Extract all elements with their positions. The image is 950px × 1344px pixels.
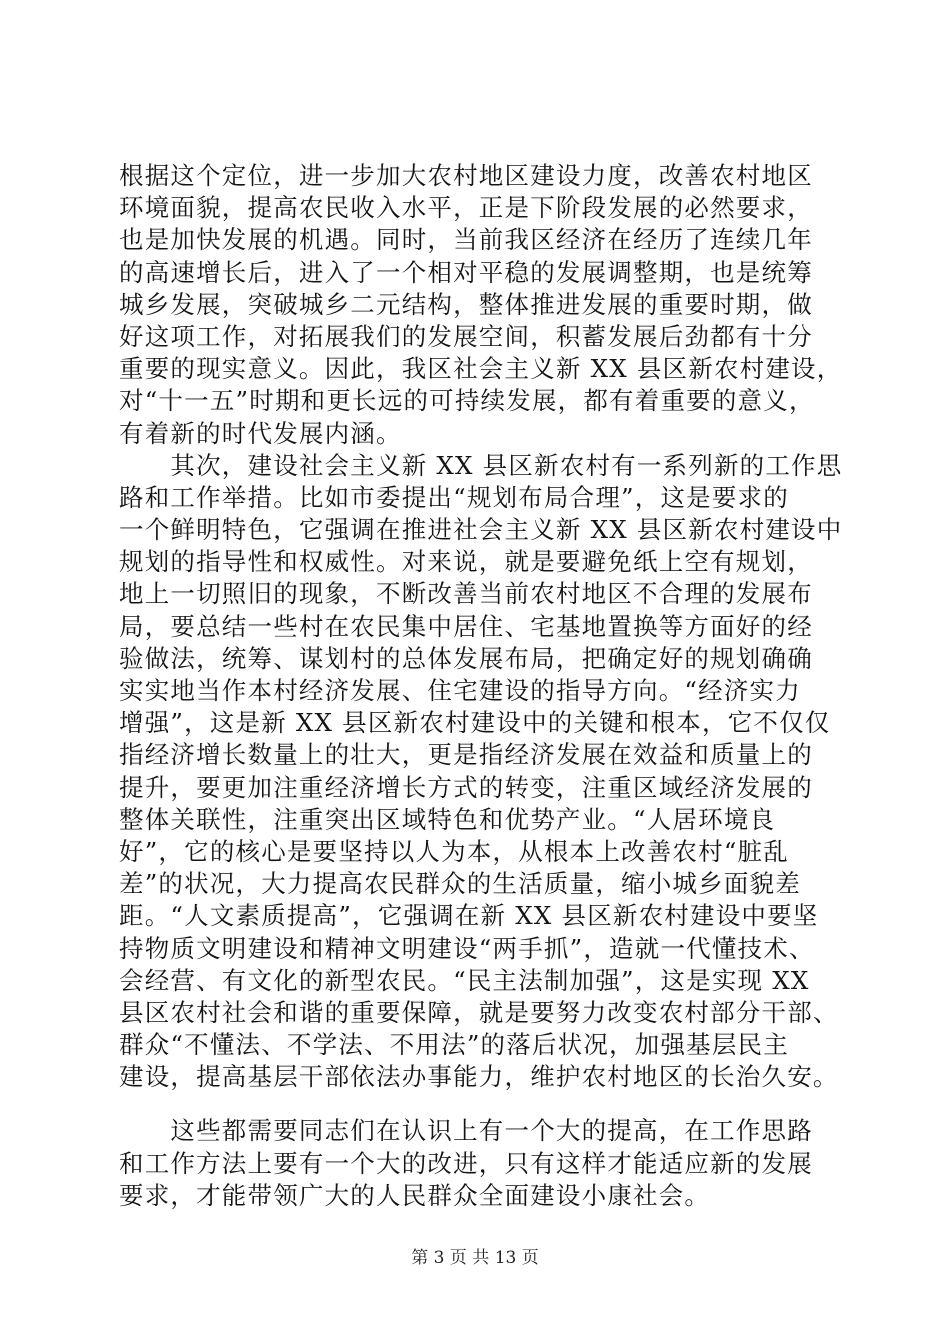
paragraph-2 [119,450,841,1094]
text-line: 城乡发展，突破城乡二元结构，整体推进发展的重要时期，做 [119,289,813,319]
document-body [119,160,841,1212]
text-line: 差”的状况，大力提高农民群众的生活质量，缩小城乡面貌差 [119,869,801,899]
text-line: 规划的指导性和权威性。对来说，就是要避免纸上空有规划， [119,547,813,577]
text-line: 好这项工作，对拓展我们的发展空间，积蓄发展后劲都有十分 [119,321,813,351]
text-line: 一个鲜明特色，它强调在推进社会主义新 XX 县区新农村建设中 [119,515,843,545]
paragraph-spacer [119,1093,841,1115]
text-line: 建设，提高基层干部依法办事能力，维护农村地区的长治久安。 [119,1062,839,1092]
text-line: 提升，要更加注重经济增长方式的转变，注重区域经济发展的 [119,772,813,802]
text-line: 整体关联性，注重突出区域特色和优势产业。“人居环境良 [119,804,776,834]
text-line: 要求，才能带领广大的人民群众全面建设小康社会。 [119,1180,711,1210]
text-line: 验做法，统筹、谋划村的总体发展布局，把确定好的规划确确 [119,643,813,673]
text-line: 对“十一五”时期和更长远的可持续发展，都有着重要的意义， [119,386,815,416]
text-line: 也是加快发展的机遇。同时，当前我区经济在经历了连续几年 [119,225,813,255]
paragraph-1 [119,160,841,450]
page-number-footer: 第 3 页 共 13 页 [411,1248,539,1268]
text-line: 和工作方法上要有一个大的改进，只有这样才能适应新的发展 [119,1148,813,1178]
text-line: 路和工作举措。比如市委提出“规划布局合理”，这是要求的 [119,482,789,512]
text-line: 根据这个定位，进一步加大农村地区建设力度，改善农村地区 [119,161,813,190]
text-line: 实实地当作本村经济发展、住宅建设的指导方向。“经济实力 [119,676,801,705]
text-line: 县区农村社会和谐的重要保障，就是要努力改变农村部分干部、 [119,997,839,1027]
text-line: 持物质文明建设和精神文明建设“两手抓”，造就一代懂技术、 [119,933,815,963]
text-line: 地上一切照旧的现象，不断改善当前农村地区不合理的发展布 [119,579,813,609]
text-line: 好”，它的核心是要坚持以人为本，从根本上改善农村“脏乱 [119,836,789,866]
text-line: 局，要总结一些村在农民集中居住、宅基地置换等方面好的经 [119,611,813,641]
text-line: 重要的现实意义。因此，我区社会主义新 XX 县区新农村建设， [119,354,843,384]
text-line: 这些都需要同志们在认识上有一个大的提高，在工作思路 [119,1116,813,1146]
text-line: 群众“不懂法、不学法、不用法”的落后状况，加强基层民主 [119,1030,789,1060]
text-line: 其次，建设社会主义新 XX 县区新农村有一系列新的工作思 [119,450,843,480]
text-line: 会经营、有文化的新型农民。“民主法制加强”，这是实现 XX [119,965,810,995]
text-line: 增强”，这是新 XX 县区新农村建设中的关键和根本，它不仅仅 [119,708,831,738]
text-line: 的高速增长后，进入了一个相对平稳的发展调整期，也是统筹 [119,257,813,287]
text-line: 指经济增长数量上的壮大，更是指经济发展在效益和质量上的 [119,740,813,770]
paragraph-3 [119,1115,841,1212]
text-line: 距。“人文素质提高”，它强调在新 XX 县区新农村建设中要坚 [119,901,819,931]
text-line: 有着新的时代发展内涵。 [119,418,402,448]
text-line: 环境面貌，提高农民收入水平，正是下阶段发展的必然要求， [119,193,813,223]
